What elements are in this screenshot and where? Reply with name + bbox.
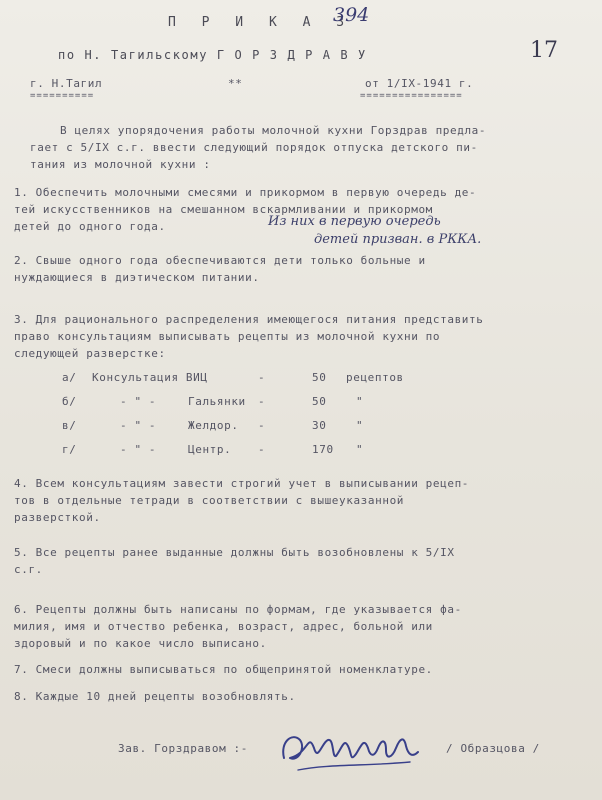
allocation-amount: 50 <box>312 371 327 384</box>
allocation-letter: а/ <box>62 371 77 384</box>
allocation-ditto: - " - <box>120 395 157 408</box>
item-6-line: милия, имя и отчество ребенка, возраст, адрес, больной или <box>14 620 433 633</box>
handwritten-signature <box>278 718 428 778</box>
allocation-dash: - <box>258 419 266 432</box>
allocation-unit: " <box>356 419 364 432</box>
allocation-letter: в/ <box>62 419 77 432</box>
city: г. Н.Тагил <box>30 77 103 90</box>
allocation-dash: - <box>258 395 266 408</box>
date-underline: ================ <box>360 91 463 101</box>
allocation-unit: рецептов <box>346 371 404 384</box>
item-3-line: право консультациям выписывать рецепты из молочной кухни по <box>14 330 441 343</box>
handwritten-note-line: Из них в первую очередь <box>268 214 441 229</box>
allocation-letter: г/ <box>62 443 77 456</box>
intro-line: гает с 5/IX с.г. ввести следующий порядок отпуска детского пи- <box>30 141 478 154</box>
allocation-amount: 170 <box>312 443 334 456</box>
item-2-line: 2. Свыше одного года обеспечиваются дети только больные и <box>14 254 426 267</box>
city-underline: ========== <box>30 91 95 101</box>
item-8-line: 8. Каждые 10 дней рецепты возобновлять. <box>14 690 296 703</box>
addressee: по Н. Тагильскому Г О Р З Д Р А В У <box>58 48 367 62</box>
handwritten-note-line: детей призван. в РККА. <box>314 232 482 247</box>
ditto-mark: " <box>134 443 142 456</box>
allocation-ditto: - " - <box>120 443 157 456</box>
allocation-amount: 50 <box>312 395 327 408</box>
intro-line: В целях упорядочения работы молочной кухни Горздрав предла- <box>60 124 487 137</box>
allocation-ditto: - " - <box>120 419 157 432</box>
allocation-name: Центр. <box>188 443 232 456</box>
item-6-line: 6. Рецепты должны быть написаны по формам, где указывается фа- <box>14 603 462 616</box>
item-6-line: здоровый и по какое число выписано. <box>14 637 267 650</box>
header-mark: ** <box>228 77 243 90</box>
intro-line: тания из молочной кухни : <box>30 158 211 171</box>
ditto-mark: " <box>134 395 142 408</box>
allocation-name: Гальянки <box>188 395 246 408</box>
allocation-name: Консультация ВИЦ <box>92 371 208 384</box>
allocation-unit: " <box>356 443 364 456</box>
page-mark: 17 <box>530 38 558 63</box>
item-3-line: следующей разверстке: <box>14 347 166 360</box>
item-4-line: разверсткой. <box>14 511 101 524</box>
item-2-line: нуждающиеся в диэтическом питании. <box>14 271 260 284</box>
allocation-name: Желдор. <box>188 419 239 432</box>
allocation-dash: - <box>258 371 266 384</box>
item-5-line: 5. Все рецепты ранее выданные должны быть возобновлены к 5/IX <box>14 546 455 559</box>
item-5-line: с.г. <box>14 563 43 576</box>
item-1-line: детей до одного года. <box>14 220 166 233</box>
signatory-name: / Образцова / <box>446 742 540 755</box>
item-3-line: 3. Для рационального распределения имеющегося питания представить <box>14 313 484 326</box>
signature-label: Зав. Горздравом :- <box>118 742 249 755</box>
ditto-mark: " <box>134 419 142 432</box>
item-7-line: 7. Смеси должны выписываться по общепринятой номенклатуре. <box>14 663 433 676</box>
allocation-unit: " <box>356 395 364 408</box>
order-number: 394 <box>333 4 370 26</box>
allocation-letter: б/ <box>62 395 77 408</box>
item-4-line: 4. Всем консультациям завести строгий учет в выписывании рецеп- <box>14 477 470 490</box>
date: от 1/IX-1941 г. <box>365 77 474 90</box>
item-1-line: тей искусственников на смешанном вскармливании и прикормом <box>14 203 433 216</box>
allocation-dash: - <box>258 443 266 456</box>
allocation-amount: 30 <box>312 419 327 432</box>
item-1-line: 1. Обеспечить молочными смесями и прикормом в первую очередь де- <box>14 186 477 199</box>
item-4-line: тов в отдельные тетради в соответствии с вышеуказанной <box>14 494 405 507</box>
document-title: П Р И К А З <box>168 15 354 30</box>
